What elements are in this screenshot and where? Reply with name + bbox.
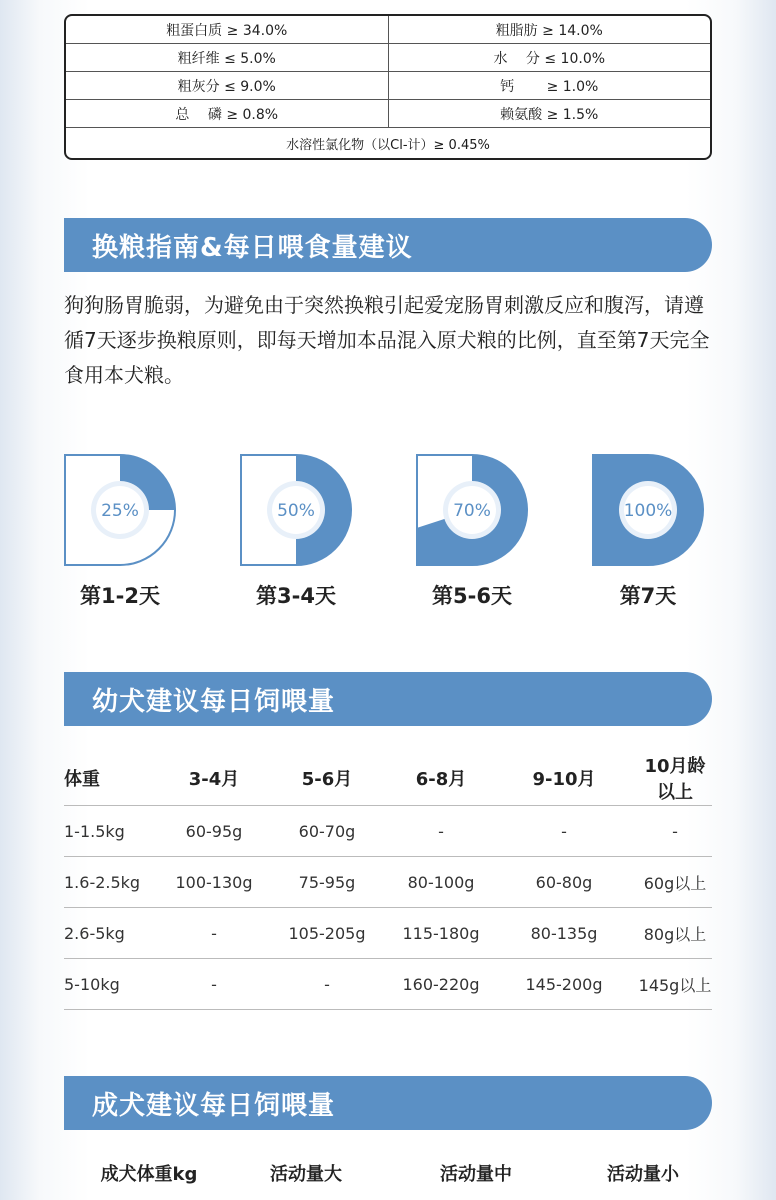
puppy-section-header: 幼犬建议每日饲喂量 [64, 672, 712, 726]
nutrition-footer: 水溶性氯化物（以Cl-计）≥ 0.45% [286, 137, 490, 153]
stage-percent-label: 50% [277, 501, 315, 521]
table-cell: 160-220g [402, 974, 480, 994]
table-cell: - [672, 821, 678, 841]
table-header-cell: 6-8月 [415, 768, 467, 790]
stage-day-label: 第5-6天 [432, 584, 512, 608]
stage-percent-label: 100% [623, 501, 673, 521]
table-cell: 80g以上 [643, 924, 707, 944]
stage-day-label: 第1-2天 [80, 584, 160, 608]
table-cell: 1.6-2.5kg [64, 872, 141, 892]
guide-intro-text: 狗狗肠胃脆弱，为避免由于突然换粮引起爱宠肠胃刺激反应和腹泻，请遵循7天逐步换粮原则，即每天增加本品混入原犬粮的比例，直至第7天完全食用本犬粮。 [64, 293, 710, 387]
adult-section-header: 成犬建议每日饲喂量 [64, 1076, 712, 1130]
table-cell: 145g以上 [638, 975, 712, 995]
table-cell: 105-205g [288, 923, 366, 943]
table-cell: 60g以上 [643, 873, 707, 893]
table-cell: 60-95g [185, 821, 243, 841]
table-cell: - [211, 923, 217, 943]
table-header-cell: 成犬体重kg [100, 1164, 198, 1185]
adult-table-header-row [64, 1160, 712, 1186]
stage-3 [416, 454, 528, 610]
table-header-cell: 活动量中 [440, 1164, 512, 1185]
stage-percent-label: 25% [101, 501, 139, 521]
nutrition-cell: 赖氨酸 ≥ 1.5% [500, 106, 599, 123]
table-header-cell: 9-10月 [532, 768, 596, 790]
table-cell: 100-130g [175, 872, 253, 892]
table-cell: 145-200g [525, 974, 603, 994]
stage-progress-chart [416, 454, 528, 566]
nutrition-row [66, 16, 710, 44]
table-cell: 1-1.5kg [64, 821, 125, 841]
stage-progress-chart [240, 454, 352, 566]
table-cell: 75-95g [298, 872, 356, 892]
table-row [64, 857, 712, 908]
stage-progress-chart [592, 454, 704, 566]
stage-1 [64, 454, 176, 610]
table-row [64, 908, 712, 959]
nutrition-row [66, 100, 710, 128]
table-cell: - [561, 821, 567, 841]
table-header-cell: 10月龄以上 [644, 755, 706, 803]
nutrition-cell: 粗纤维 ≤ 5.0% [66, 44, 389, 71]
table-cell: 60-70g [298, 821, 356, 841]
stage-2 [240, 454, 352, 610]
table-cell: 80-100g [407, 872, 475, 892]
nutrition-footer-row [66, 128, 710, 158]
table-cell: 115-180g [402, 923, 480, 943]
nutrition-table [64, 14, 712, 160]
stage-progress-chart [64, 454, 176, 566]
nutrition-row [66, 44, 710, 72]
nutrition-cell: 粗蛋白质 ≥ 34.0% [66, 16, 389, 43]
table-header-cell: 活动量大 [270, 1164, 342, 1185]
stage-percent-label: 70% [453, 501, 491, 521]
nutrition-cell: 水 分 ≤ 10.0% [493, 50, 606, 67]
table-cell: 80-135g [530, 923, 598, 943]
table-cell: 5-10kg [64, 974, 120, 994]
table-header-cell: 活动量小 [607, 1164, 679, 1185]
nutrition-row [66, 72, 710, 100]
stage-4 [592, 454, 704, 610]
puppy-feeding-table [64, 750, 712, 1010]
table-cell: - [438, 821, 444, 841]
table-header-cell: 3-4月 [188, 768, 240, 790]
table-cell: - [324, 974, 330, 994]
table-cell: 60-80g [535, 872, 593, 892]
table-row [64, 959, 712, 1010]
nutrition-cell: 总 磷 ≥ 0.8% [66, 100, 389, 127]
stage-day-label: 第7天 [619, 584, 677, 608]
nutrition-cell: 粗灰分 ≤ 9.0% [66, 72, 389, 99]
transition-stages [64, 454, 714, 614]
table-cell: 2.6-5kg [64, 923, 125, 943]
guide-section-header: 换粮指南&每日喂食量建议 [64, 218, 712, 272]
stage-day-label: 第3-4天 [256, 584, 336, 608]
table-header-row [64, 750, 712, 806]
table-header-cell: 体重 [64, 768, 100, 790]
nutrition-cell: 钙 ≥ 1.0% [500, 78, 599, 95]
table-row [64, 806, 712, 857]
nutrition-cell: 粗脂肪 ≥ 14.0% [495, 22, 603, 39]
table-header-cell: 5-6月 [301, 768, 353, 790]
table-cell: - [211, 974, 217, 994]
